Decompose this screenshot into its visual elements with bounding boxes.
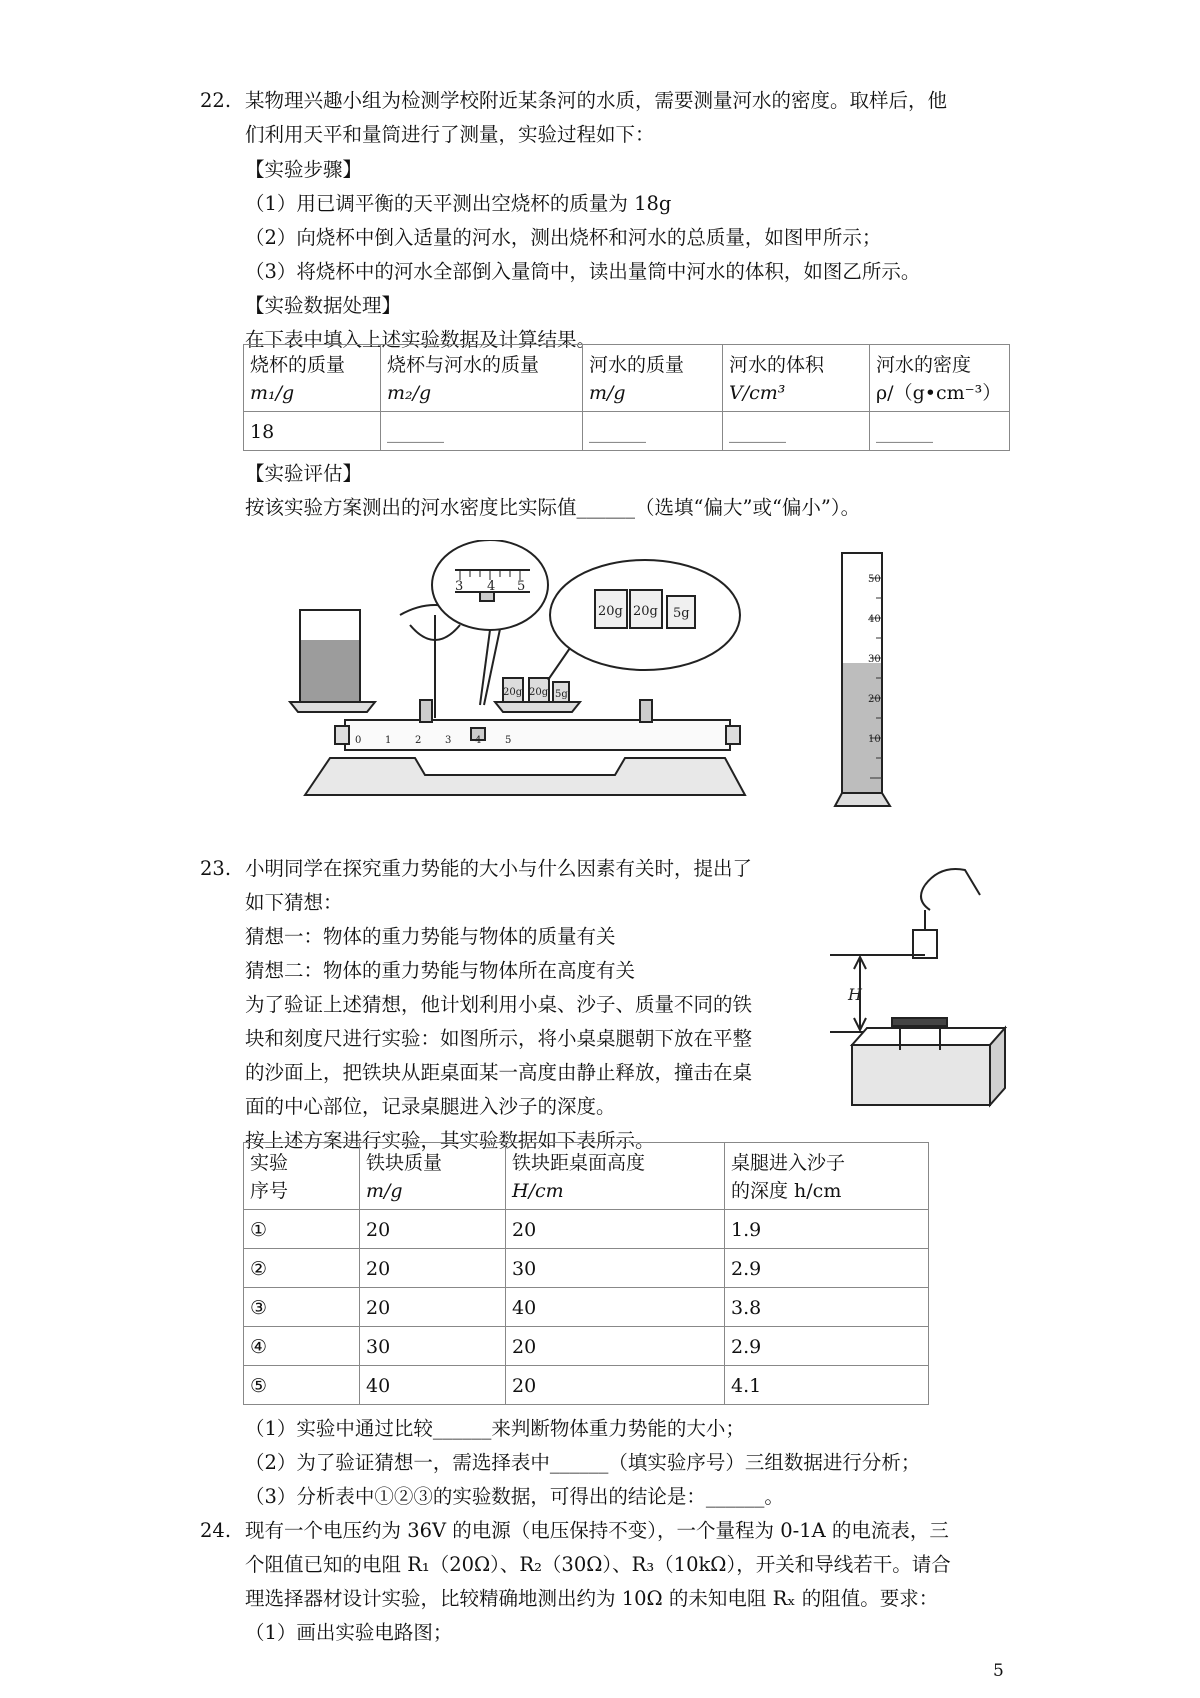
q23-line2: 如下猜想：	[245, 891, 343, 914]
sand-table-figure	[830, 855, 1010, 1115]
table-header-cell: 铁块质量 m/g	[360, 1143, 506, 1210]
table-header-row	[244, 1143, 929, 1210]
beam-label: 1	[385, 735, 392, 746]
q22-heading-eval: 【实验评估】	[245, 462, 363, 485]
table-row: ④ 30 20 2.9	[244, 1327, 929, 1366]
scale-label: 5	[517, 579, 526, 594]
height-label: H	[848, 985, 862, 1004]
scale-label: 4	[487, 579, 496, 594]
q22-step3: （3）将烧杯中的河水全部倒入量筒中，读出量筒中河水的体积，如图乙所示。	[245, 260, 921, 283]
table-header-cell: 实验 序号	[244, 1143, 360, 1210]
table-header-cell: 河水的质量 m/g	[583, 345, 723, 412]
q23-line7: 的沙面上，把铁块从距桌面某一高度由静止释放，撞击在桌	[245, 1061, 753, 1084]
q23-sub3: （3）分析表中①②③的实验数据，可得出的结论是：______。	[245, 1485, 784, 1508]
q23-guess1: 猜想一：物体的重力势能与物体的质量有关	[245, 925, 616, 948]
table-header-cell: 铁块距桌面高度 H/cm	[506, 1143, 725, 1210]
q23-guess2: 猜想二：物体的重力势能与物体所在高度有关	[245, 959, 636, 982]
cylinder-figure	[830, 548, 900, 813]
table-row	[244, 412, 1010, 451]
q24-line1: 现有一个电压约为 36V 的电源（电压保持不变），一个量程为 0-1A 的电流表，三	[245, 1519, 949, 1542]
q24-number: 24.	[200, 1519, 232, 1542]
q24-sub1: （1）画出实验电路图；	[245, 1621, 453, 1644]
q22-data-instr: 在下表中填入上述实验数据及计算结果。	[245, 328, 597, 351]
table-header-cell: 河水的体积 V/cm³	[723, 345, 870, 412]
weight-label: 20g	[598, 604, 623, 619]
table-cell-blank: ______	[381, 412, 583, 451]
table-cell-blank: ______	[583, 412, 723, 451]
q23-line5: 为了验证上述猜想，他计划利用小桌、沙子、质量不同的铁	[245, 993, 753, 1016]
q23-number: 23.	[200, 857, 232, 880]
q22-number: 22.	[200, 89, 232, 112]
table-row: ① 20 20 1.9	[244, 1210, 929, 1249]
weight-label: 20g	[633, 604, 658, 619]
table-cell-blank: ______	[870, 412, 1010, 451]
table-header-row	[244, 345, 1010, 412]
small-weight-label: 5g	[555, 689, 568, 700]
q24-line2: 个阻值已知的电阻 R₁（20Ω）、R₂（30Ω）、R₃（10kΩ），开关和导线若干。请合	[245, 1553, 951, 1576]
q22-heading-steps: 【实验步骤】	[245, 158, 363, 181]
table-header-cell: 河水的密度 ρ/（g•cm⁻³）	[870, 345, 1010, 412]
weight-label: 5g	[673, 606, 690, 621]
q24-line3: 理选择器材设计实验，比较精确地测出约为 10Ω 的未知电阻 Rₓ 的阻值。要求：	[245, 1587, 939, 1610]
cylinder-label: 10	[868, 734, 881, 745]
beam-label: 0	[355, 735, 362, 746]
beam-label: 5	[505, 735, 512, 746]
cylinder-label: 50	[868, 574, 881, 585]
q23-line9: 按上述方案进行实验，其实验数据如下表所示。	[245, 1129, 655, 1152]
q22-step2: （2）向烧杯中倒入适量的河水，测出烧杯和河水的总质量，如图甲所示；	[245, 226, 882, 249]
table-header-cell: 桌腿进入沙子 的深度 h/cm	[725, 1143, 929, 1210]
small-weight-label: 20g	[529, 687, 549, 698]
table-header-cell: 烧杯的质量 m₁/g	[244, 345, 381, 412]
beam-label: 2	[415, 735, 422, 746]
q23-sub2: （2）为了验证猜想一，需选择表中______（填实验序号）三组数据进行分析；	[245, 1451, 921, 1474]
small-weight-label: 20g	[503, 687, 523, 698]
beam-label: 3	[445, 735, 452, 746]
q23-sub1: （1）实验中通过比较______来判断物体重力势能的大小；	[245, 1417, 745, 1440]
cylinder-label: 20	[868, 694, 881, 705]
q23-line1: 小明同学在探究重力势能的大小与什么因素有关时，提出了	[245, 857, 753, 880]
cylinder-label: 40	[868, 614, 881, 625]
table-row: ③ 20 40 3.8	[244, 1288, 929, 1327]
table-row: ⑤ 40 20 4.1	[244, 1366, 929, 1405]
table-cell-blank: ______	[723, 412, 870, 451]
cylinder-label: 30	[868, 654, 881, 665]
q23-line6: 块和刻度尺进行实验：如图所示，将小桌桌腿朝下放在平整	[245, 1027, 753, 1050]
q22-heading-data: 【实验数据处理】	[245, 294, 402, 317]
table-header-cell: 烧杯与河水的质量 m₂/g	[381, 345, 583, 412]
q22-line2: 们利用天平和量筒进行了测量，实验过程如下：	[245, 123, 655, 146]
beam-label: 4	[475, 735, 482, 746]
q23-data-table	[243, 1142, 929, 1405]
table-row: ② 20 30 2.9	[244, 1249, 929, 1288]
q22-eval-text: 按该实验方案测出的河水密度比实际值______（选填“偏大”或“偏小”）。	[245, 496, 861, 519]
table-cell: 18	[244, 412, 381, 451]
q22-step1: （1）用已调平衡的天平测出空烧杯的质量为 18g	[245, 192, 672, 215]
page-number: 5	[993, 1661, 1004, 1681]
q22-line1: 某物理兴趣小组为检测学校附近某条河的水质，需要测量河水的密度。取样后，他	[245, 89, 948, 112]
q23-line8: 面的中心部位，记录桌腿进入沙子的深度。	[245, 1095, 616, 1118]
scale-label: 3	[455, 579, 464, 594]
balance-figure	[285, 540, 915, 820]
q22-data-table	[243, 344, 1010, 451]
